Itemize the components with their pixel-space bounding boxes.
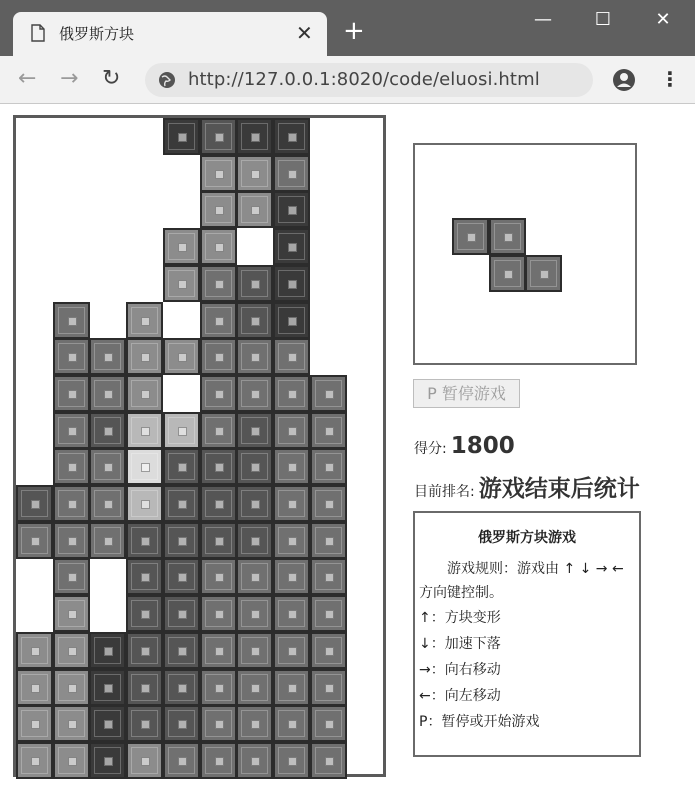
tetris-block bbox=[126, 302, 163, 339]
tetris-block bbox=[53, 669, 90, 706]
tetris-block bbox=[273, 302, 310, 339]
tetris-block bbox=[89, 448, 126, 485]
tetris-block bbox=[273, 118, 310, 155]
tetris-block bbox=[163, 632, 200, 669]
tetris-block bbox=[200, 448, 237, 485]
tetris-block bbox=[200, 228, 237, 265]
next-piece-preview bbox=[413, 143, 637, 365]
tetris-block bbox=[126, 485, 163, 522]
tetris-block bbox=[16, 705, 53, 742]
maximize-button[interactable]: ☐ bbox=[594, 9, 612, 30]
tetris-block bbox=[273, 412, 310, 449]
rank-value: 游戏结束后统计 bbox=[478, 476, 640, 502]
tetris-block bbox=[89, 705, 126, 742]
tetris-block bbox=[163, 558, 200, 595]
tetris-block bbox=[236, 448, 273, 485]
tetris-block bbox=[273, 375, 310, 412]
tetris-block bbox=[236, 595, 273, 632]
tetris-block bbox=[236, 375, 273, 412]
tetris-block bbox=[236, 302, 273, 339]
tetris-block bbox=[89, 632, 126, 669]
tetris-block bbox=[273, 742, 310, 779]
browser-titlebar bbox=[0, 0, 695, 56]
menu-icon[interactable]: ⋮ bbox=[660, 67, 680, 91]
tetris-block bbox=[236, 669, 273, 706]
tetris-block bbox=[163, 742, 200, 779]
tab-title: 俄罗斯方块 bbox=[59, 25, 135, 43]
tetris-block bbox=[89, 669, 126, 706]
tetris-block bbox=[126, 705, 163, 742]
tetris-block bbox=[236, 485, 273, 522]
tetris-block bbox=[200, 265, 237, 302]
rank-label: 目前排名: bbox=[414, 484, 475, 500]
tetris-block bbox=[273, 265, 310, 302]
tetris-block bbox=[53, 448, 90, 485]
rules-intro: 游戏规则：游戏由 ↑ ↓ → ← 方向键控制。 bbox=[419, 561, 624, 601]
tetris-block bbox=[163, 265, 200, 302]
tetris-block bbox=[236, 705, 273, 742]
score-label: 得分: bbox=[414, 441, 447, 457]
tetris-block bbox=[53, 742, 90, 779]
tetris-block bbox=[163, 412, 200, 449]
tetris-block bbox=[236, 265, 273, 302]
tetris-block bbox=[310, 595, 347, 632]
tetris-block bbox=[200, 742, 237, 779]
tetris-block bbox=[16, 485, 53, 522]
tetris-block bbox=[89, 485, 126, 522]
pause-button[interactable]: P 暂停游戏 bbox=[413, 379, 520, 408]
tetris-block bbox=[126, 632, 163, 669]
rules-panel bbox=[413, 511, 641, 757]
tetris-block bbox=[236, 118, 273, 155]
rule-right: →：向右移动 bbox=[419, 662, 501, 678]
tetris-block bbox=[310, 669, 347, 706]
profile-icon[interactable] bbox=[612, 68, 636, 92]
new-tab-button[interactable]: + bbox=[343, 16, 365, 46]
rule-drop: ↓：加速下落 bbox=[419, 636, 501, 652]
tetris-block bbox=[126, 412, 163, 449]
tetris-block bbox=[273, 595, 310, 632]
tetris-block bbox=[310, 522, 347, 559]
tetris-block bbox=[273, 191, 310, 228]
tetris-block bbox=[273, 558, 310, 595]
tetris-block bbox=[310, 632, 347, 669]
tetris-block bbox=[53, 522, 90, 559]
tetris-block bbox=[236, 412, 273, 449]
tetris-block bbox=[163, 338, 200, 375]
rank-row bbox=[414, 470, 640, 500]
tetris-block bbox=[89, 338, 126, 375]
tetris-block bbox=[126, 338, 163, 375]
tetris-block bbox=[16, 742, 53, 779]
tetris-block bbox=[200, 522, 237, 559]
tetris-block bbox=[310, 558, 347, 595]
minimize-button[interactable]: — bbox=[534, 9, 552, 30]
score-row bbox=[414, 433, 515, 463]
tetris-block bbox=[200, 595, 237, 632]
tetris-block bbox=[310, 485, 347, 522]
next-piece-block bbox=[489, 218, 526, 255]
reload-button[interactable]: ↻ bbox=[102, 66, 121, 91]
tetris-block bbox=[53, 375, 90, 412]
tetris-block bbox=[273, 522, 310, 559]
page-icon bbox=[31, 24, 45, 42]
tab-close-icon[interactable]: ✕ bbox=[296, 21, 313, 45]
tetris-block bbox=[126, 669, 163, 706]
tetris-block bbox=[273, 705, 310, 742]
score-value: 1800 bbox=[450, 433, 515, 459]
close-window-button[interactable]: ✕ bbox=[655, 9, 671, 30]
tetris-block bbox=[273, 485, 310, 522]
tetris-block bbox=[163, 228, 200, 265]
tetris-block bbox=[126, 448, 163, 485]
url-text[interactable]: http://127.0.0.1:8020/code/eluosi.html bbox=[188, 69, 540, 90]
tetris-block bbox=[163, 485, 200, 522]
tetris-block bbox=[310, 375, 347, 412]
rule-rotate: ↑：方块变形 bbox=[419, 610, 501, 626]
rule-pause: P：暂停或开始游戏 bbox=[419, 714, 540, 730]
tetris-block bbox=[200, 412, 237, 449]
tetris-block bbox=[273, 632, 310, 669]
tetris-block bbox=[273, 338, 310, 375]
next-piece-block bbox=[525, 255, 562, 292]
tetris-block bbox=[53, 485, 90, 522]
tetris-block bbox=[53, 338, 90, 375]
tetris-block bbox=[310, 448, 347, 485]
tetris-block bbox=[126, 522, 163, 559]
tetris-block bbox=[273, 448, 310, 485]
tetris-block bbox=[163, 595, 200, 632]
back-button[interactable]: ← bbox=[18, 66, 37, 91]
tetris-block bbox=[126, 375, 163, 412]
tetris-block bbox=[236, 522, 273, 559]
next-piece-block bbox=[452, 218, 489, 255]
tetris-block bbox=[273, 228, 310, 265]
tetris-block bbox=[200, 118, 237, 155]
tetris-block bbox=[310, 742, 347, 779]
tetris-block bbox=[200, 632, 237, 669]
tetris-block bbox=[236, 155, 273, 192]
tetris-block bbox=[236, 742, 273, 779]
tetris-block bbox=[163, 705, 200, 742]
tetris-block bbox=[163, 522, 200, 559]
globe-icon bbox=[158, 71, 176, 89]
tetris-block bbox=[236, 632, 273, 669]
tetris-block bbox=[89, 412, 126, 449]
game-board bbox=[13, 115, 386, 777]
tetris-block bbox=[16, 522, 53, 559]
tetris-block bbox=[200, 485, 237, 522]
tetris-block bbox=[200, 705, 237, 742]
tetris-block bbox=[53, 632, 90, 669]
tetris-block bbox=[163, 669, 200, 706]
tetris-block bbox=[53, 412, 90, 449]
tetris-block bbox=[236, 338, 273, 375]
tetris-block bbox=[16, 632, 53, 669]
tetris-block bbox=[200, 302, 237, 339]
browser-toolbar bbox=[0, 56, 695, 104]
tetris-block bbox=[200, 375, 237, 412]
tetris-block bbox=[310, 412, 347, 449]
rules-title: 俄罗斯方块游戏 bbox=[478, 530, 576, 546]
tetris-block bbox=[53, 705, 90, 742]
tetris-block bbox=[89, 375, 126, 412]
address-bar[interactable] bbox=[145, 63, 593, 97]
tetris-block bbox=[16, 669, 53, 706]
tetris-block bbox=[126, 558, 163, 595]
tetris-block bbox=[200, 558, 237, 595]
tetris-block bbox=[53, 558, 90, 595]
tetris-block bbox=[163, 118, 200, 155]
tetris-block bbox=[200, 191, 237, 228]
tetris-block bbox=[200, 669, 237, 706]
tetris-block bbox=[236, 191, 273, 228]
tetris-block bbox=[53, 302, 90, 339]
tetris-block bbox=[200, 338, 237, 375]
tetris-block bbox=[126, 595, 163, 632]
tetris-block bbox=[273, 669, 310, 706]
tetris-block bbox=[163, 448, 200, 485]
next-piece-block bbox=[489, 255, 526, 292]
tetris-block bbox=[273, 155, 310, 192]
rule-left: ←：向左移动 bbox=[419, 688, 501, 704]
tetris-block bbox=[126, 742, 163, 779]
tetris-block bbox=[53, 595, 90, 632]
tetris-block bbox=[236, 558, 273, 595]
forward-button[interactable]: → bbox=[60, 66, 79, 91]
tetris-block bbox=[89, 742, 126, 779]
tetris-block bbox=[310, 705, 347, 742]
tetris-block bbox=[200, 155, 237, 192]
browser-tab[interactable] bbox=[13, 12, 327, 56]
tetris-block bbox=[89, 522, 126, 559]
